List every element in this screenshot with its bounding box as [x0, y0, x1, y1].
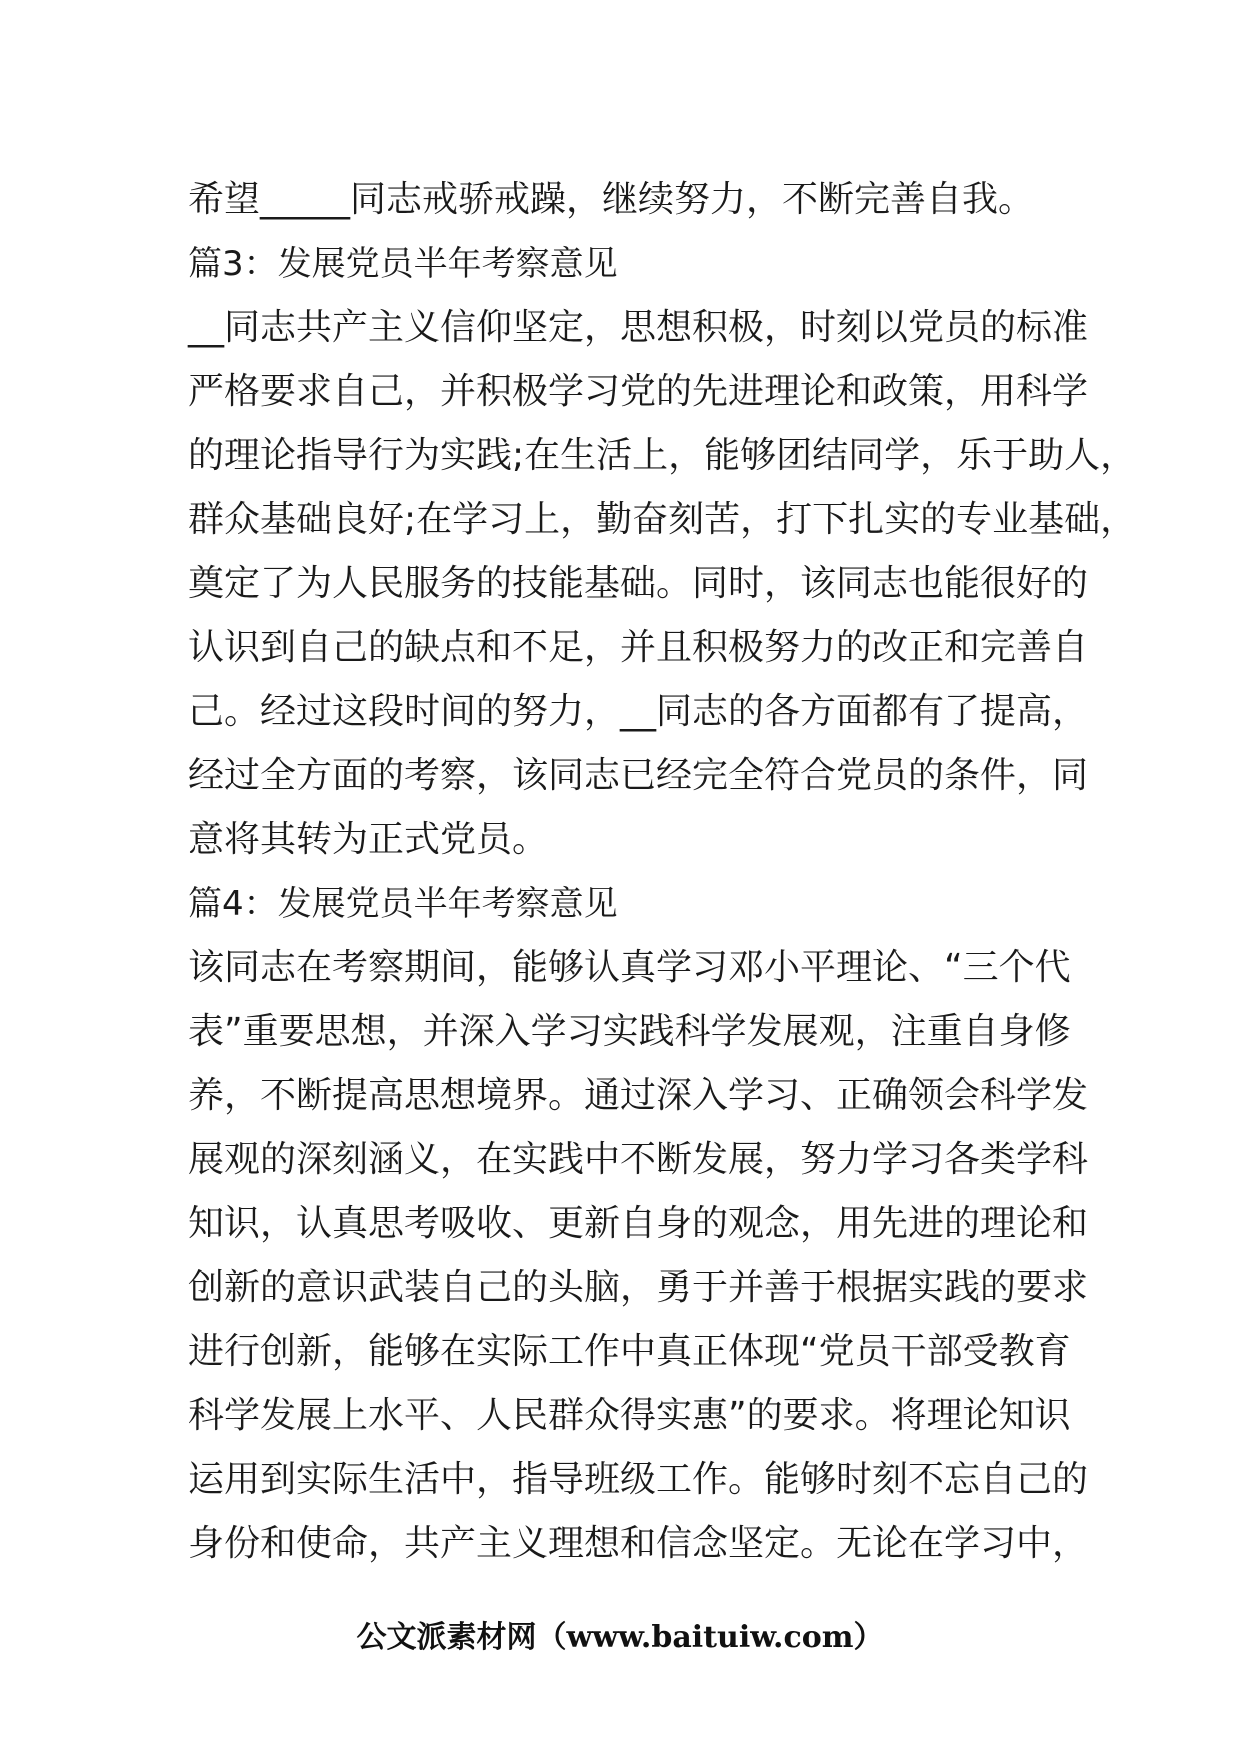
paragraph-line: 展观的深刻涵义，在实践中不断发展，努力学习各类学科 [188, 1139, 1089, 1180]
paragraph-line: 知识，认真思考吸收、更新自身的观念，用先进的理论和 [188, 1203, 1089, 1244]
paragraph-line: __同志共产主义信仰坚定，思想积极，时刻以党员的标准 [188, 307, 1089, 348]
paragraph-line: 该同志在考察期间，能够认真学习邓小平理论、“三个代 [188, 947, 1071, 988]
paragraph-line: 希望_____同志戒骄戒躁，继续努力，不断完善自我。 [188, 179, 1035, 220]
section-heading: 篇4：发展党员半年考察意见 [188, 884, 618, 924]
page-footer: 公文派素材网（www.baituiw.com） [356, 1620, 884, 1655]
paragraph-line: 运用到实际生活中，指导班级工作。能够时刻不忘自己的 [188, 1459, 1089, 1500]
paragraph-line: 认识到自己的缺点和不足，并且积极努力的改正和完善自 [188, 627, 1089, 668]
paragraph-line: 经过全方面的考察，该同志已经完全符合党员的条件，同 [188, 755, 1089, 796]
paragraph-line: 奠定了为人民服务的技能基础。同时，该同志也能很好的 [188, 563, 1089, 604]
paragraph-line: 养，不断提高思想境界。通过深入学习、正确领会科学发 [188, 1075, 1089, 1116]
paragraph-line: 身份和使命，共产主义理想和信念坚定。无论在学习中， [188, 1523, 1089, 1564]
paragraph-line: 进行创新，能够在实际工作中真正体现“党员干部受教育 [188, 1331, 1071, 1372]
paragraph-line: 意将其转为正式党员。 [188, 819, 549, 860]
section-heading: 篇3：发展党员半年考察意见 [188, 244, 618, 284]
paragraph-line: 己。经过这段时间的努力，__同志的各方面都有了提高， [188, 691, 1089, 732]
paragraph-line: 创新的意识武装自己的头脑，勇于并善于根据实践的要求 [188, 1267, 1089, 1308]
paragraph-line: 的理论指导行为实践;在生活上，能够团结同学，乐于助人， [188, 435, 1137, 476]
paragraph-line: 严格要求自己，并积极学习党的先进理论和政策，用科学 [188, 371, 1089, 412]
paragraph-line: 表”重要思想，并深入学习实践科学发展观，注重自身修 [188, 1011, 1071, 1052]
paragraph-line: 科学发展上水平、人民群众得实惠”的要求。将理论知识 [188, 1395, 1071, 1436]
paragraph-line: 群众基础良好;在学习上，勤奋刻苦，打下扎实的专业基础， [188, 499, 1137, 540]
document-body [188, 168, 1137, 1576]
